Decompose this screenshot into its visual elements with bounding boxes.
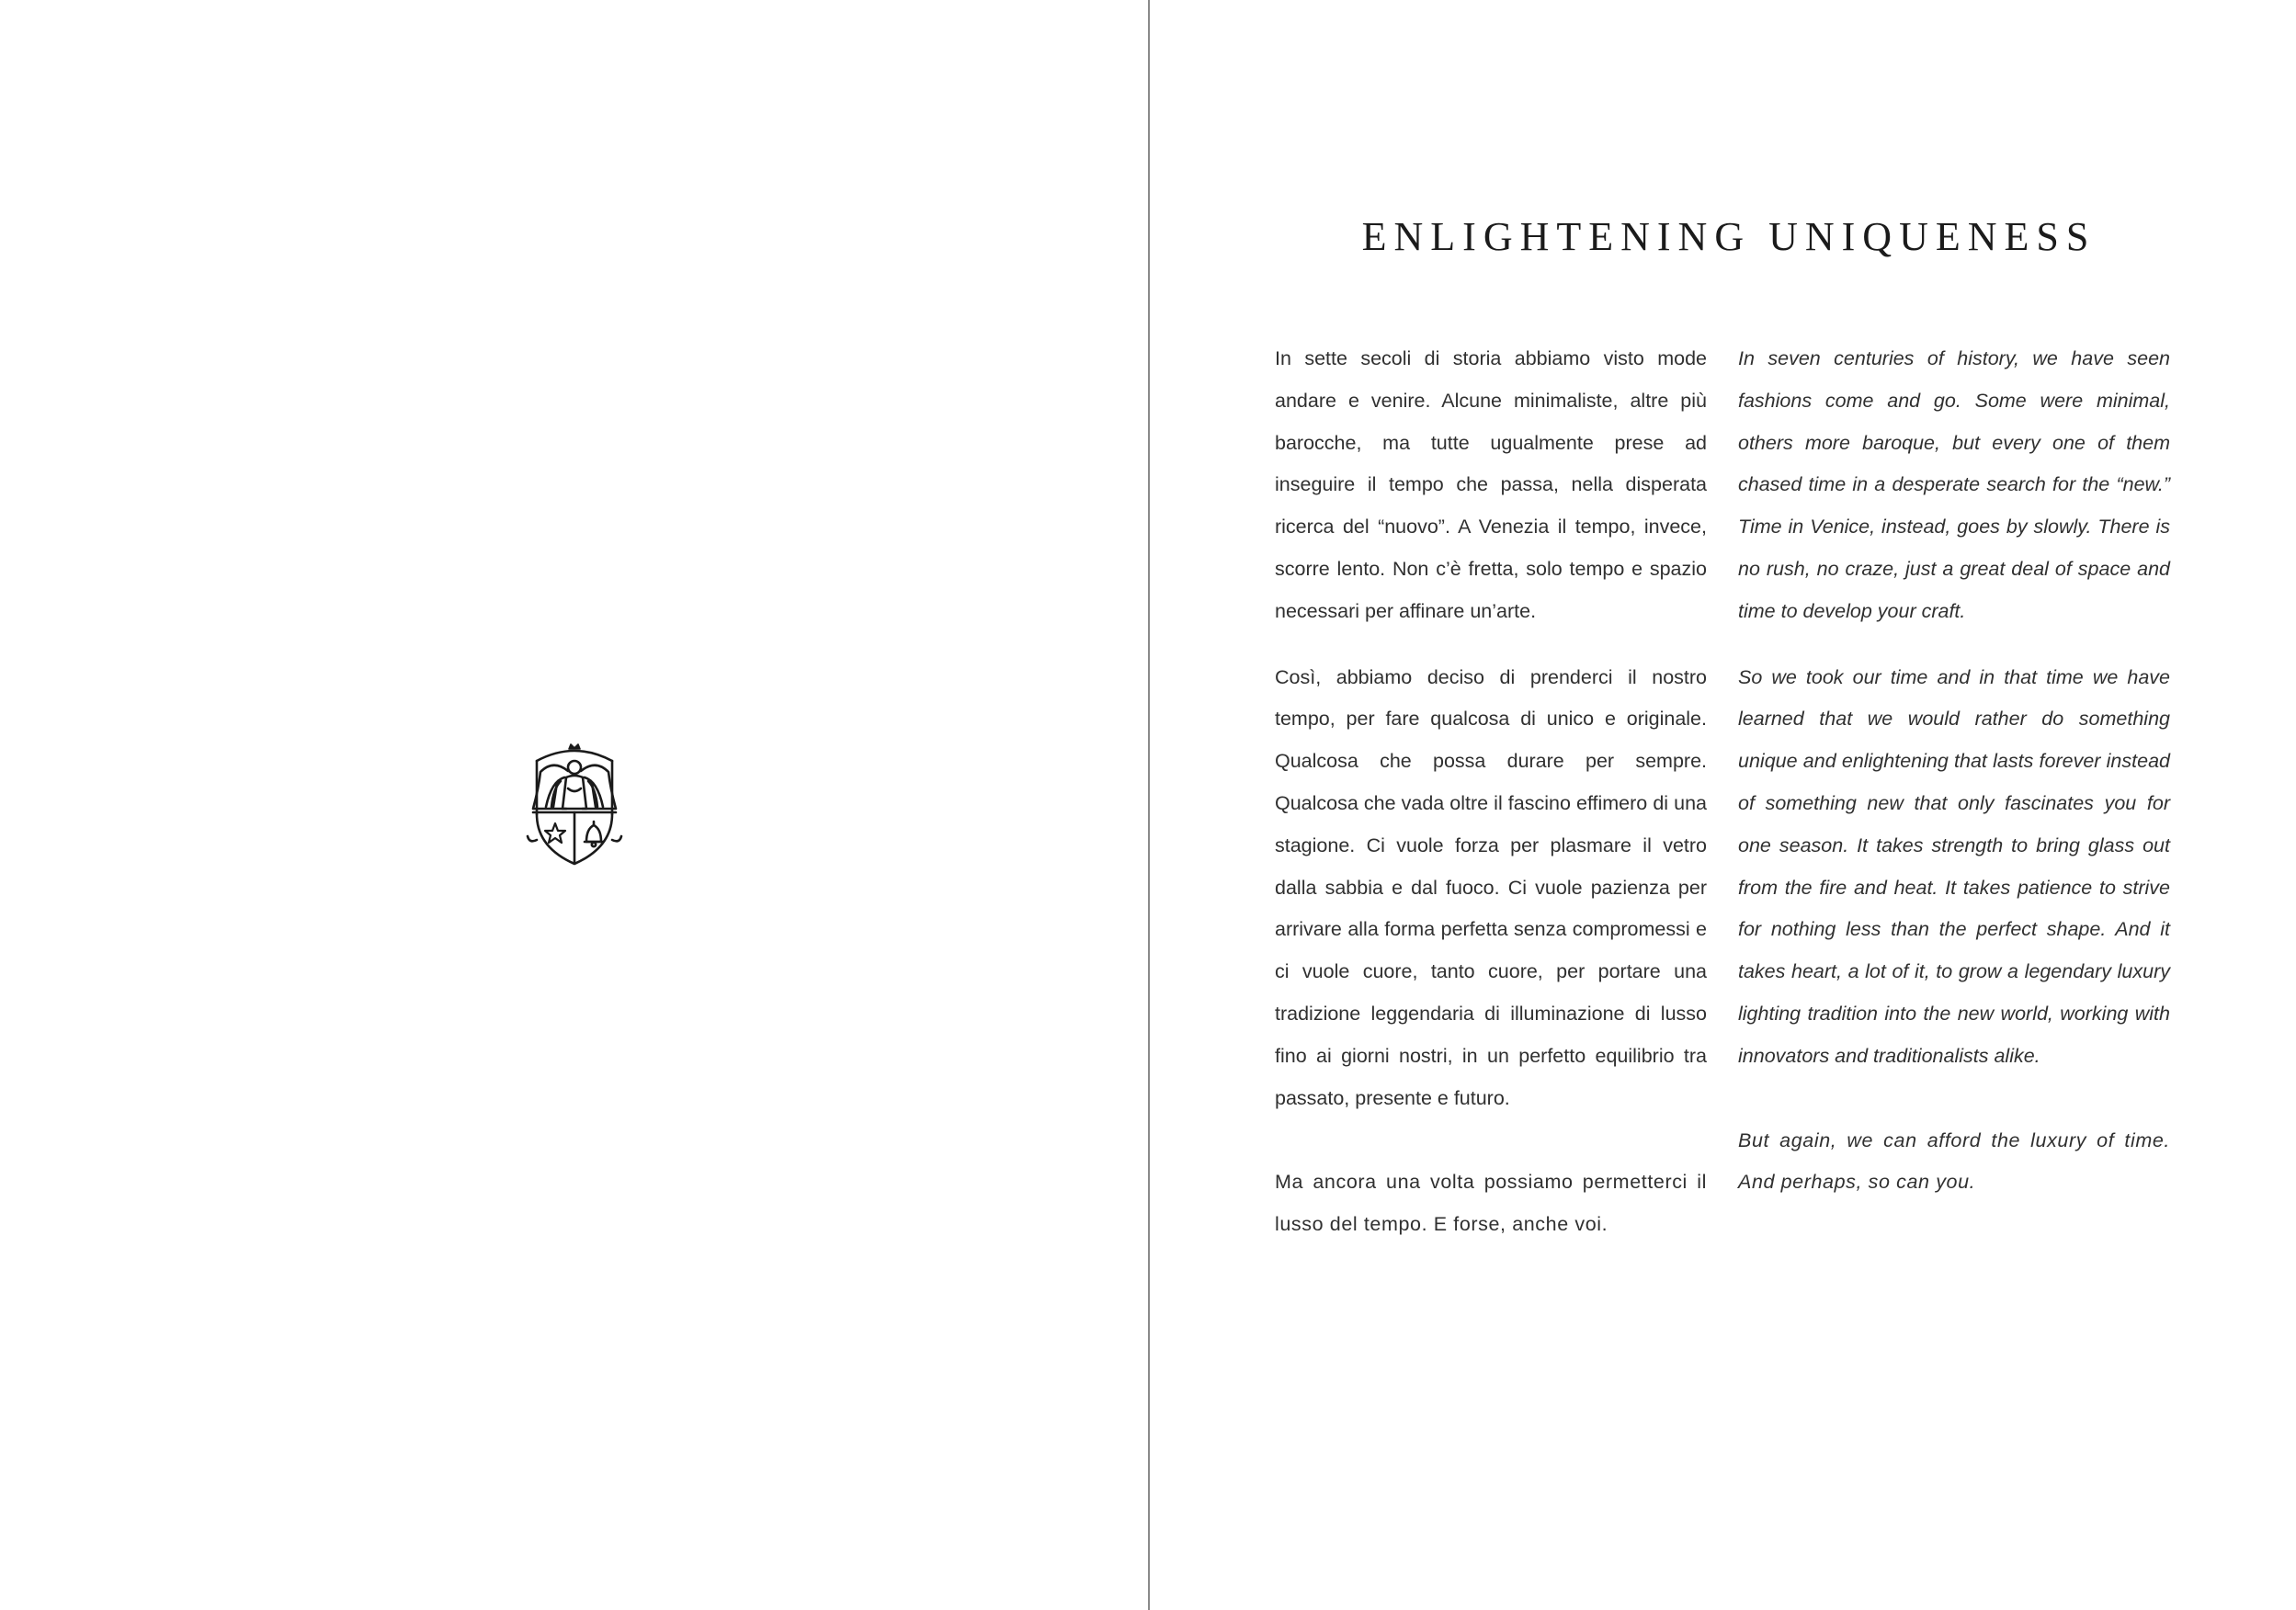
heraldic-crest-icon bbox=[526, 741, 623, 867]
english-text-column bbox=[1738, 338, 2170, 1228]
english-closing: But again, we can afford the luxury of time. And perhaps, so can you. bbox=[1738, 1128, 2170, 1194]
italian-paragraph: In sette secoli di storia abbiamo visto mode andare e venire. Alcune minimaliste, altre più barocche, ma tutte ugualmente prese ad inseguire il tempo che passa, nella disperata ricerca del “nuovo”. A Venezia il tempo, invece, scorre lento. Non c’è fretta, solo tempo e spazio necessari per affinare un’arte. bbox=[1275, 347, 1707, 622]
italian-text-column bbox=[1275, 338, 1707, 1270]
italian-closing: Ma ancora una volta possiamo permetterci il lusso del tempo. E forse, anche voi. bbox=[1275, 1171, 1707, 1236]
english-paragraph: In seven centuries of history, we have seen fashions come and go. Some were minimal, others more baroque, but every one of them chased time in a desperate search for the “new.” Time in Venice, instead, goes by slowly. There is no rush, no craze, just a great deal of space and time to develop your craft. bbox=[1738, 347, 2170, 622]
english-paragraph: So we took our time and in that time we have learned that we would rather do something unique and enlightening that lasts forever instead of something new that only fascinates you for one season. It takes strength to bring glass out from the fire and heat. It takes patience to strive for nothing less than the perfect shape. And it takes heart, a lot of it, to grow a legendary luxury lighting tradition into the new world, working with innovators and traditionalists alike. bbox=[1738, 665, 2170, 1067]
right-page bbox=[1150, 0, 2296, 1610]
italian-paragraph: Così, abbiamo deciso di prenderci il nostro tempo, per fare qualcosa di unico e originale. Qualcosa che possa durare per sempre. Qualcosa che vada oltre il fascino effimero di una stagione. Ci vuole forza per plasmare il vetro dalla sabbia e dal fuoco. Ci vuole pazienza per arrivare alla forma perfetta senza compromessi e ci vuole cuore, tanto cuore, per portare una tradizione leggendaria di illuminazione di lusso fino ai giorni nostri, in un perfetto equilibrio tra passato, presente e futuro. bbox=[1275, 665, 1707, 1109]
page-title: ENLIGHTENING UNIQUENESS bbox=[1361, 214, 2097, 259]
